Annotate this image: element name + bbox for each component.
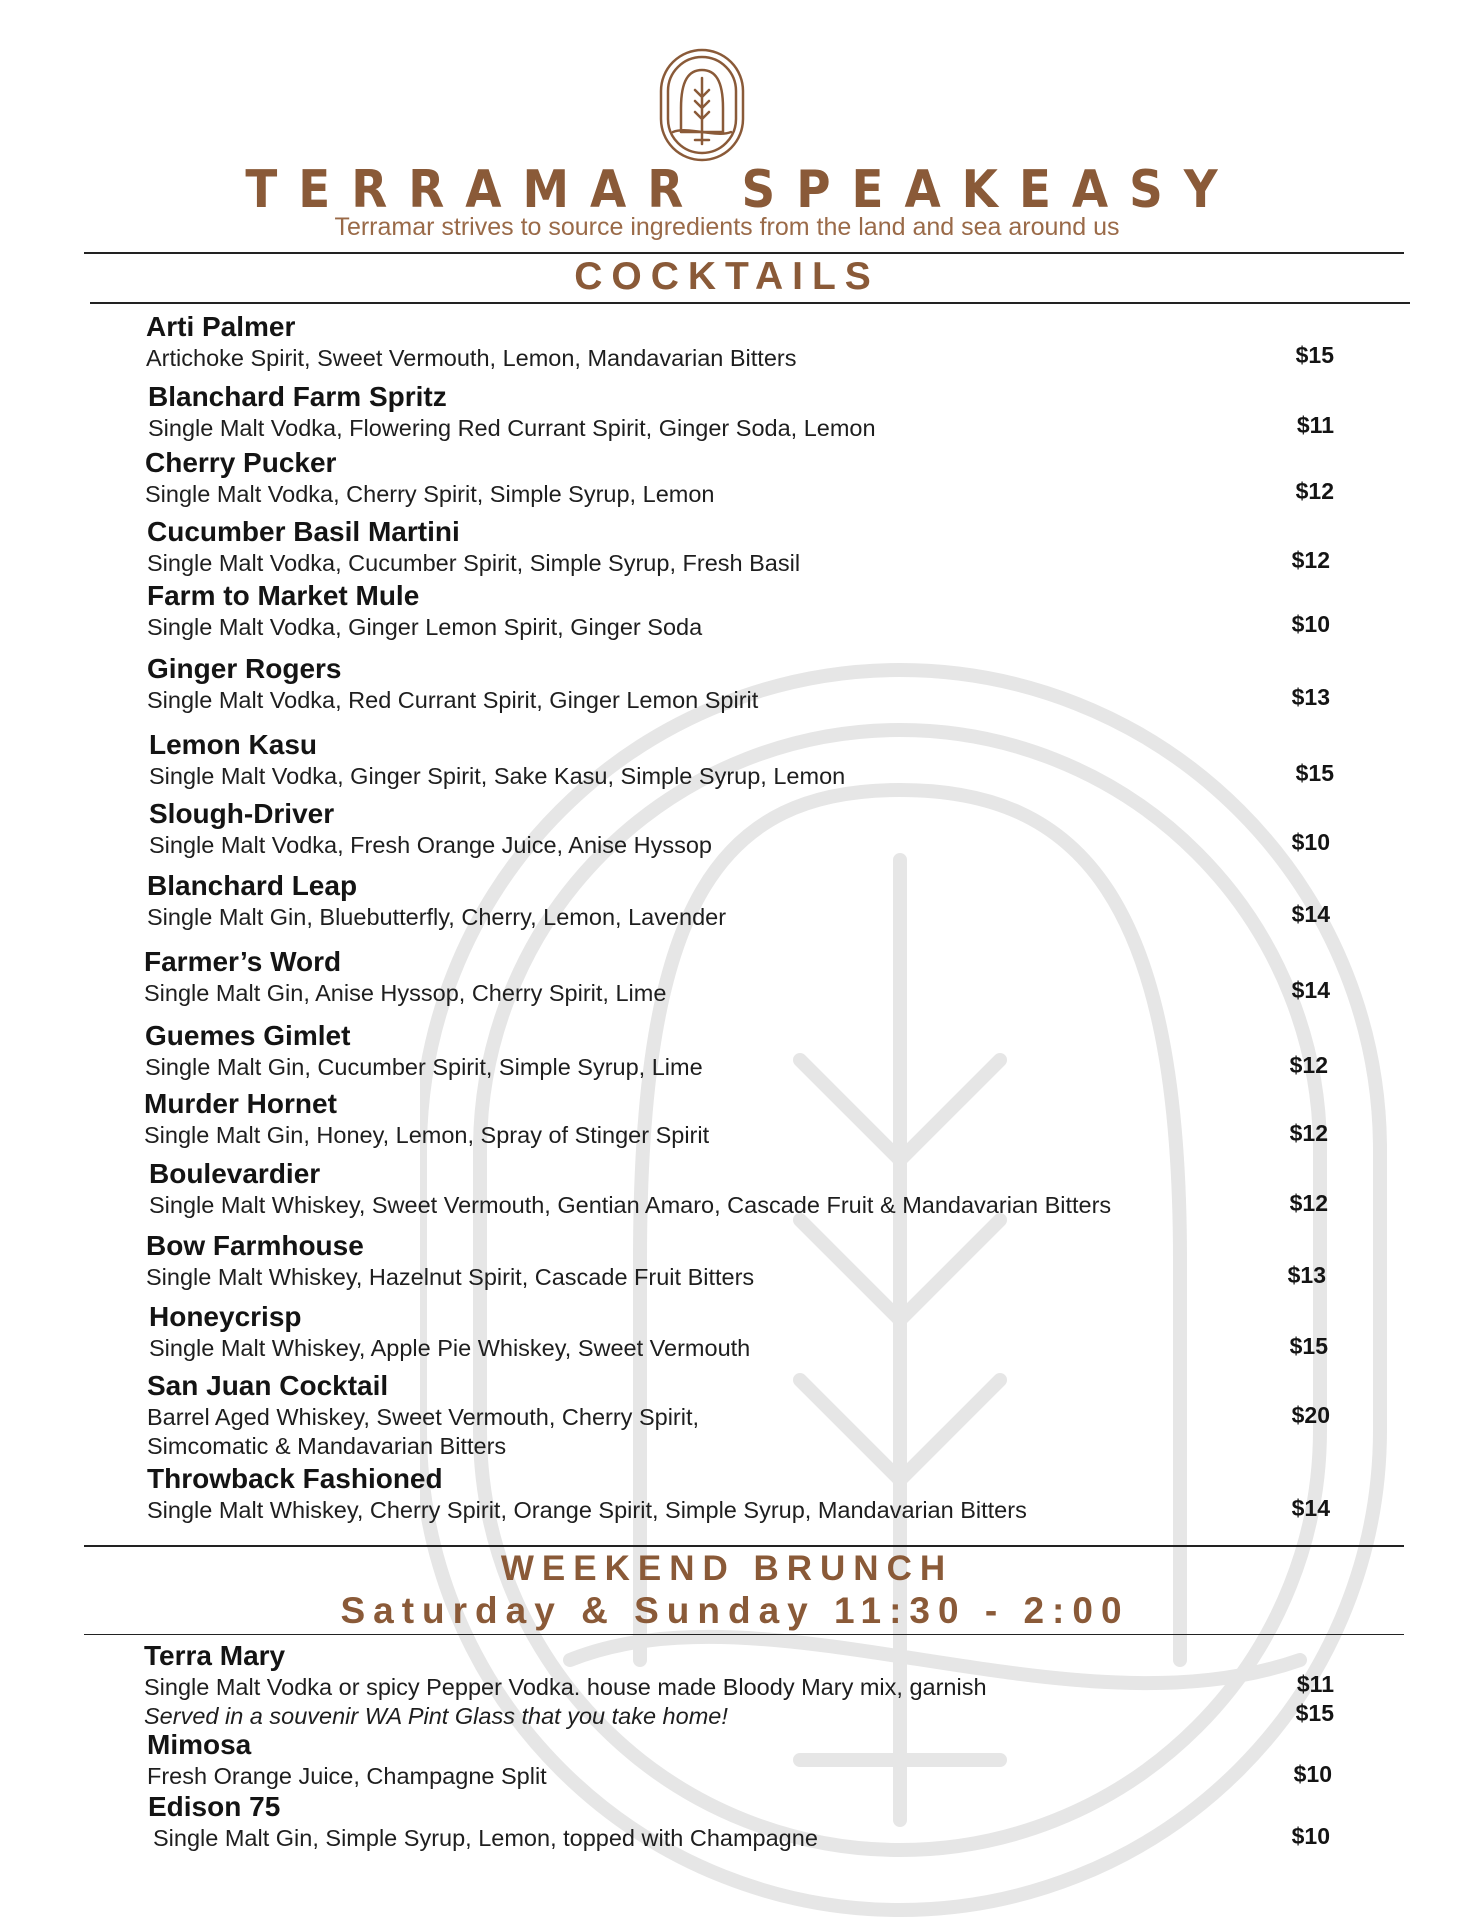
menu-item [147,1464,1027,1525]
item-name: Guemes Gimlet [145,1020,351,1051]
menu-item [149,799,712,860]
item-price: $12 [1289,1120,1328,1146]
item-name: Blanchard Leap [147,870,358,901]
item-description: Single Malt Vodka, Ginger Lemon Spirit, Ginger Soda [147,614,703,640]
section-title-brunch: WEEKEND BRUNCH [500,1549,954,1588]
item-note: Served in a souvenir WA Pint Glass that you take home! [144,1703,728,1729]
item-note-price: $15 [1295,1700,1334,1726]
item-name: Terra Mary [144,1640,286,1671]
item-name: San Juan Cocktail [147,1370,389,1401]
item-description: Single Malt Vodka, Cherry Spirit, Simple Syrup, Lemon [145,481,715,507]
divider [84,1634,1404,1635]
item-price: $14 [1291,901,1330,927]
menu-item [149,1302,750,1363]
terramar-logo-icon [659,48,745,162]
item-name: Arti Palmer [146,311,296,342]
item-price: $12 [1289,1052,1328,1078]
item-description: Single Malt Whiskey, Cherry Spirit, Orange Spirit, Simple Syrup, Mandavarian Bitters [147,1497,1027,1523]
item-description: Single Malt Gin, Anise Hyssop, Cherry Spirit, Lime [144,980,667,1006]
menu-item [146,312,796,373]
item-name: Farmer’s Word [144,946,342,977]
menu-item [148,1792,818,1853]
item-price: $15 [1295,342,1334,368]
menu-item [145,1021,703,1082]
item-description: Fresh Orange Juice, Champagne Split [147,1763,547,1789]
item-price: $20 [1291,1402,1330,1428]
item-price: $13 [1287,1262,1326,1288]
item-description: Single Malt Gin, Simple Syrup, Lemon, topped with Champagne [153,1825,818,1851]
item-price: $15 [1295,760,1334,786]
brunch-hours: Saturday & Sunday 11:30 - 2:00 [340,1590,1130,1631]
menu-item [148,382,876,443]
tagline: Terramar strives to source ingredients from the land and sea around us [334,213,1120,241]
item-name: Blanchard Farm Spritz [148,381,447,412]
item-description: Single Malt Whiskey, Hazelnut Spirit, Cascade Fruit Bitters [146,1264,755,1290]
item-price: $12 [1289,1190,1328,1216]
item-price: $15 [1289,1333,1328,1359]
menu-item [147,1371,699,1461]
item-description: Barrel Aged Whiskey, Sweet Vermouth, Cherry Spirit, [147,1404,700,1430]
item-price: $11 [1296,412,1334,438]
item-price: $12 [1291,547,1330,573]
item-name: Murder Hornet [144,1088,337,1119]
item-description: Single Malt Vodka, Flowering Red Currant Spirit, Ginger Soda, Lemon [148,415,876,441]
item-description: Single Malt Vodka, Fresh Orange Juice, Anise Hyssop [149,832,712,858]
item-name: Mimosa [147,1729,252,1760]
menu-item [145,448,714,509]
menu-item [149,1159,1111,1220]
section-title-cocktails: COCKTAILS [574,255,880,298]
divider [90,302,1410,304]
item-description: Single Malt Gin, Bluebutterfly, Cherry, Lemon, Lavender [147,904,727,930]
item-name: Bow Farmhouse [146,1230,364,1261]
item-price: $11 [1296,1671,1334,1697]
item-name: Throwback Fashioned [147,1463,443,1494]
item-name: Cherry Pucker [145,447,337,478]
brand-title: TERRAMAR SPEAKEASY [245,160,1239,220]
item-description: Single Malt Whiskey, Sweet Vermouth, Gentian Amaro, Cascade Fruit & Mandavarian Bitters [149,1192,1112,1218]
item-description: Single Malt Gin, Honey, Lemon, Spray of Stinger Spirit [144,1122,710,1148]
item-name: Ginger Rogers [147,653,342,684]
item-description-line2: Simcomatic & Mandavarian Bitters [147,1433,507,1459]
divider [84,252,1404,254]
item-description: Single Malt Vodka, Cucumber Spirit, Simple Syrup, Fresh Basil [147,550,801,576]
item-price: $13 [1291,684,1330,710]
item-price: $10 [1293,1761,1332,1787]
item-description: Single Malt Gin, Cucumber Spirit, Simple Syrup, Lime [145,1054,703,1080]
menu-item [147,517,800,578]
menu-item [147,1730,547,1791]
menu-item [144,947,666,1008]
item-name: Honeycrisp [149,1301,302,1332]
item-name: Edison 75 [148,1791,281,1822]
menu-item [147,654,758,715]
item-price: $14 [1291,977,1330,1003]
item-price: $10 [1291,829,1330,855]
menu-item [144,1641,987,1731]
item-description: Single Malt Vodka or spicy Pepper Vodka. house made Bloody Mary mix, garnish [144,1674,987,1700]
item-name: Cucumber Basil Martini [147,516,460,547]
item-description: Single Malt Whiskey, Apple Pie Whiskey, Sweet Vermouth [149,1335,751,1361]
menu-item [144,1089,709,1150]
item-description: Artichoke Spirit, Sweet Vermouth, Lemon, Mandavarian Bitters [146,345,797,371]
menu-item [146,1231,754,1292]
item-name: Boulevardier [149,1158,321,1189]
menu-item [147,581,702,642]
menu-item [147,871,726,932]
item-price: $10 [1291,611,1330,637]
item-description: Single Malt Vodka, Ginger Spirit, Sake Kasu, Simple Syrup, Lemon [149,763,846,789]
item-price: $10 [1291,1823,1330,1849]
item-name: Farm to Market Mule [147,580,420,611]
divider [84,1545,1404,1547]
item-name: Slough-Driver [149,798,335,829]
item-description: Single Malt Vodka, Red Currant Spirit, Ginger Lemon Spirit [147,687,759,713]
item-name: Lemon Kasu [149,729,318,760]
menu-item [149,730,845,791]
item-price: $14 [1291,1495,1330,1521]
item-price: $12 [1295,478,1334,504]
